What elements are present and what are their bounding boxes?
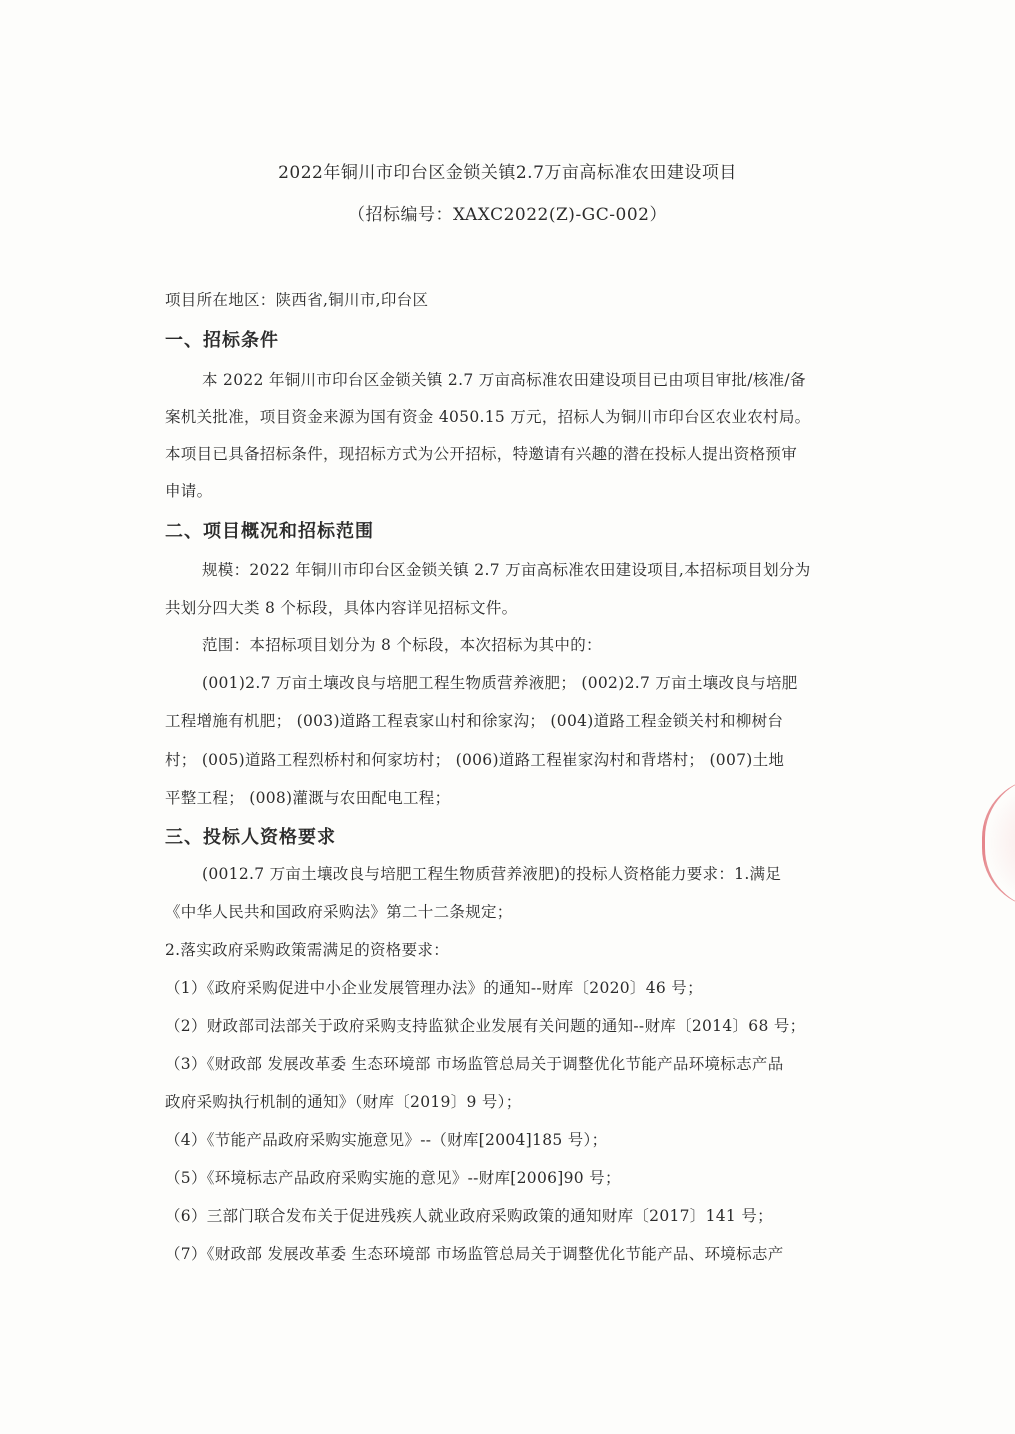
paragraph-line: 范围：本招标项目划分为 8 个标段，本次招标为其中的： bbox=[202, 636, 602, 654]
tender-code: （招标编号：XAXC2022(Z)-GC-002） bbox=[348, 205, 667, 225]
project-region: 项目所在地区：陕西省,铜川市,印台区 bbox=[165, 291, 429, 309]
paragraph-line: 本项目已具备招标条件，现招标方式为公开招标，特邀请有兴趣的潜在投标人提出资格预审 bbox=[165, 445, 798, 463]
paragraph-line: 共划分四大类 8 个标段，具体内容详见招标文件。 bbox=[165, 599, 518, 617]
paragraph-line: (0012.7 万亩土壤改良与培肥工程生物质营养液肥)的投标人资格能力要求：1.满足 bbox=[202, 865, 782, 883]
section-heading-bidder-qualification: 三、投标人资格要求 bbox=[165, 827, 336, 848]
paragraph-line: （3）《财政部 发展改革委 生态环境部 市场监管总局关于调整优化节能产品环境标志产品 bbox=[165, 1055, 784, 1073]
section-heading-project-overview: 二、项目概况和招标范围 bbox=[165, 521, 374, 542]
paragraph-line: 工程增施有机肥； (003)道路工程袁家山村和徐家沟； (004)道路工程金锁关村和柳树台 bbox=[165, 712, 784, 730]
paragraph-line: 案机关批准，项目资金来源为国有资金 4050.15 万元，招标人为铜川市印台区农业农村局。 bbox=[165, 408, 811, 426]
paragraph-line: 村； (005)道路工程烈桥村和何家坊村； (006)道路工程崔家沟村和背塔村； (007)土地 bbox=[165, 751, 785, 769]
paragraph-line: 本 2022 年铜川市印台区金锁关镇 2.7 万亩高标准农田建设项目已由项目审批/核准/备 bbox=[202, 371, 806, 389]
paragraph-line: (001)2.7 万亩土壤改良与培肥工程生物质营养液肥； (002)2.7 万亩土壤改良与培肥 bbox=[202, 674, 798, 692]
paragraph-line: （4）《节能产品政府采购实施意见》--（财库[2004]185 号）； bbox=[165, 1131, 608, 1149]
paragraph-line: 平整工程； (008)灌溉与农田配电工程； bbox=[165, 789, 451, 807]
paragraph-line: 《中华人民共和国政府采购法》第二十二条规定； bbox=[165, 903, 513, 921]
paragraph-line: 2.落实政府采购政策需满足的资格要求： bbox=[165, 941, 449, 959]
paragraph-line: （6）三部门联合发布关于促进残疾人就业政府采购政策的通知财库〔2017〕141 号； bbox=[165, 1207, 773, 1225]
paragraph-line: （1）《政府采购促进中小企业发展管理办法》的通知--财库〔2020〕46 号； bbox=[165, 979, 703, 997]
seal-stamp bbox=[982, 778, 1015, 908]
paragraph-line: （5）《环境标志产品政府采购实施的意见》--财库[2006]90 号； bbox=[165, 1169, 621, 1187]
paragraph-line: 规模：2022 年铜川市印台区金锁关镇 2.7 万亩高标准农田建设项目,本招标项目划分为 bbox=[202, 561, 811, 579]
paragraph-line: 政府采购执行机制的通知》（财库〔2019〕9 号）； bbox=[165, 1093, 522, 1111]
paragraph-line: 申请。 bbox=[165, 482, 213, 500]
paragraph-line: （7）《财政部 发展改革委 生态环境部 市场监管总局关于调整优化节能产品、环境标志产 bbox=[165, 1245, 784, 1263]
document-title: 2022年铜川市印台区金锁关镇2.7万亩高标准农田建设项目 bbox=[278, 163, 737, 183]
paragraph-line: （2）财政部司法部关于政府采购支持监狱企业发展有关问题的通知--财库〔2014〕68 号； bbox=[165, 1017, 806, 1035]
section-heading-tender-conditions: 一、招标条件 bbox=[165, 330, 279, 351]
